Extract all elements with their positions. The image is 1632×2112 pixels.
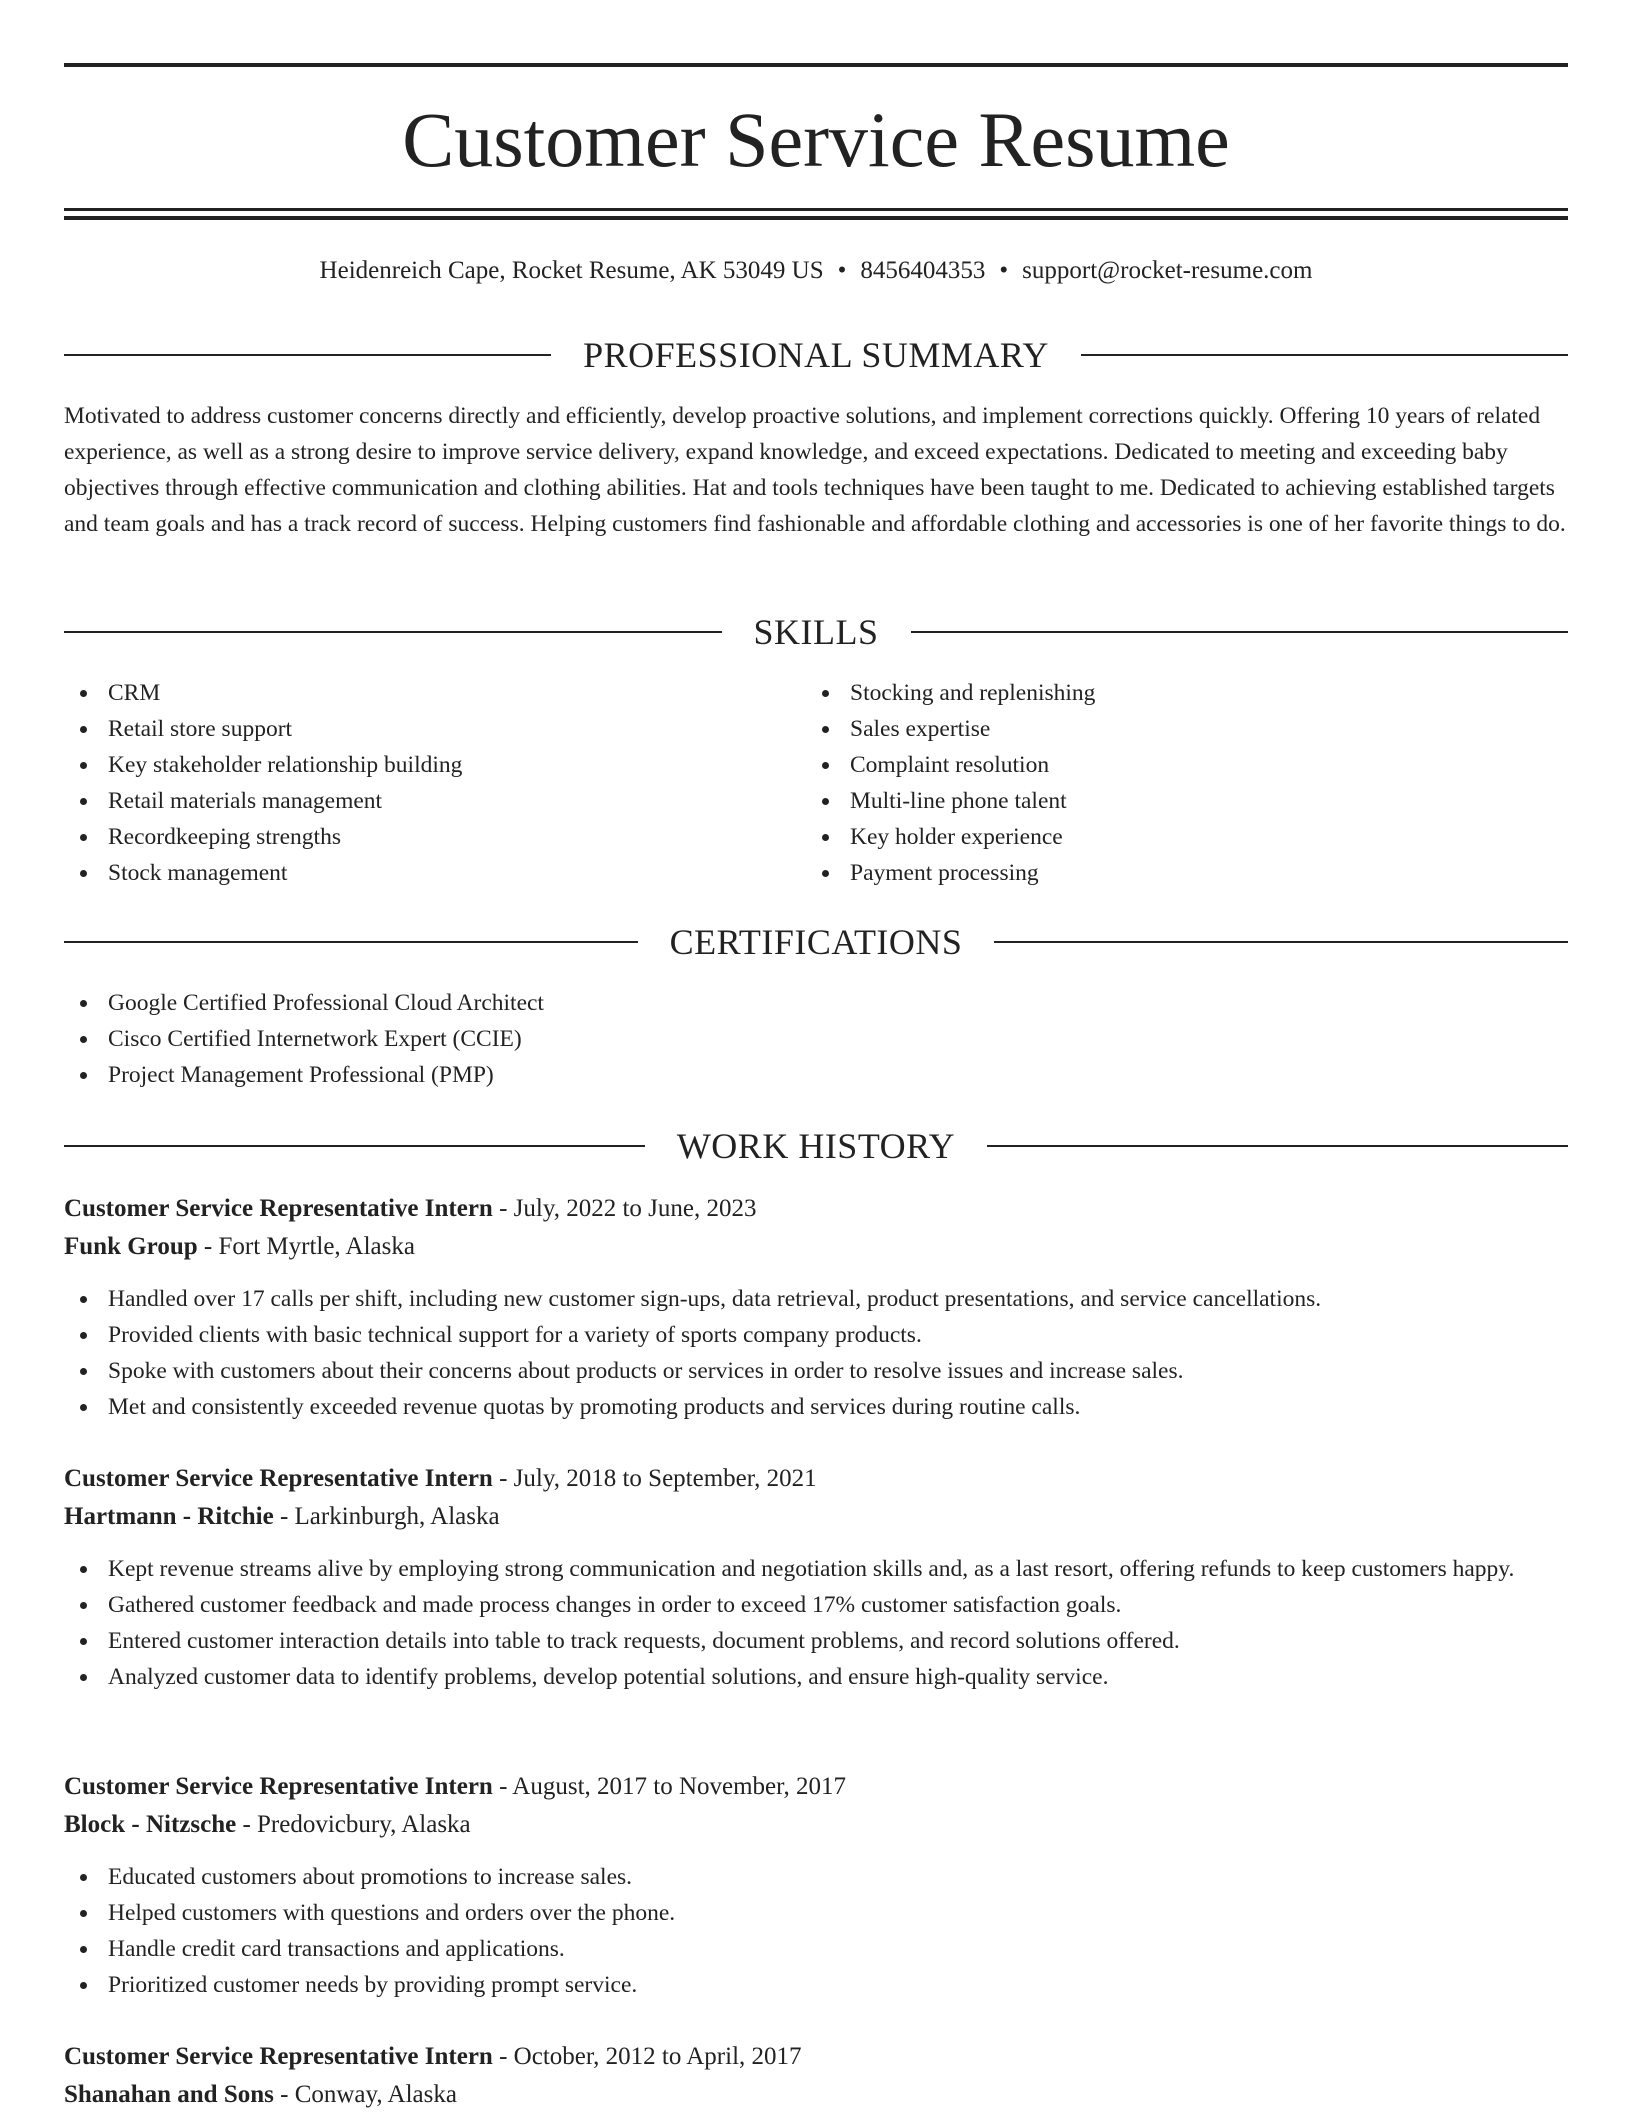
skill-item: Retail materials management <box>64 783 764 819</box>
header-double-rule-lower <box>64 216 1568 220</box>
job-duty: Gathered customer feedback and made process changes in order to exceed 17% customer satisfaction goals. <box>64 1587 1568 1623</box>
section-title: PROFESSIONAL SUMMARY <box>583 335 1049 375</box>
job-duty: Provided clients with basic technical support for a variety of sports company products. <box>64 1317 1568 1353</box>
job-duty: Helped customers with questions and orders over the phone. <box>64 1895 1568 1931</box>
section-rule-left <box>64 354 551 356</box>
section-rule-left <box>64 1145 645 1147</box>
skill-item: Stock management <box>64 855 764 891</box>
skill-item: Sales expertise <box>806 711 1506 747</box>
certification-item: Cisco Certified Internetwork Expert (CCIE) <box>64 1021 1568 1057</box>
job-duties-list <box>64 1281 1568 1425</box>
job-company: Shanahan and Sons <box>64 2081 274 2108</box>
job-dates: - July, 2022 to June, 2023 <box>492 1195 757 1222</box>
job-dates: - October, 2012 to April, 2017 <box>492 2043 802 2070</box>
job-entry <box>64 1190 1568 1425</box>
job-company-line <box>64 1806 1568 1844</box>
job-dates: - July, 2018 to September, 2021 <box>492 1465 817 1492</box>
job-title: Customer Service Representative Intern <box>64 1465 493 1492</box>
skill-item: Key holder experience <box>806 819 1506 855</box>
certifications-list <box>64 985 1568 1093</box>
contact-line <box>64 253 1568 289</box>
job-entry <box>64 1768 1568 2003</box>
job-duty: Educated customers about promotions to increase sales. <box>64 1859 1568 1895</box>
section-title: CERTIFICATIONS <box>669 922 963 962</box>
job-duty: Analyzed customer data to identify problems, develop potential solutions, and ensure high-quality service. <box>64 1659 1568 1695</box>
skill-item: Key stakeholder relationship building <box>64 747 764 783</box>
job-entry <box>64 2038 1568 2112</box>
job-location: - Fort Myrtle, Alaska <box>197 1233 415 1260</box>
job-duties-list <box>64 1859 1568 2003</box>
job-dates: - August, 2017 to November, 2017 <box>492 1773 846 1800</box>
job-company: Hartmann - Ritchie <box>64 1503 274 1530</box>
job-duty: Spoke with customers about their concerns about products or services in order to resolve issues and increase sales. <box>64 1353 1568 1389</box>
section-rule-left <box>64 631 722 633</box>
skill-item: CRM <box>64 675 764 711</box>
job-duty: Kept revenue streams alive by employing strong communication and negotiation skills and, as a last resort, offering refunds to keep customers happy. <box>64 1551 1568 1587</box>
job-title-line <box>64 1190 1568 1228</box>
job-title: Customer Service Representative Intern <box>64 1773 493 1800</box>
skill-item: Complaint resolution <box>806 747 1506 783</box>
skill-item: Recordkeeping strengths <box>64 819 764 855</box>
contact-separator: • <box>999 257 1009 284</box>
contact-address: Heidenreich Cape, Rocket Resume, AK 53049 US <box>319 257 824 284</box>
section-header-summary <box>64 333 1568 377</box>
section-header-certifications <box>64 920 1568 964</box>
contact-separator: • <box>837 257 847 284</box>
summary-text: Motivated to address customer concerns directly and efficiently, develop proactive solutions, and implement corrections quickly. Offering 10 years of related experience, as well as a strong desire to improve service delivery, expand knowledge, and exceed expectations. Dedicated to meeting and exceeding baby objectives through effective communication and clothing abilities. Hat and tools techniques have been taught to me. Dedicated to achieving established targets and team goals and has a track record of success. Helping customers find fashionable and affordable clothing and accessories is one of her favorite things to do. <box>64 403 1566 537</box>
certification-item: Google Certified Professional Cloud Architect <box>64 985 1568 1021</box>
job-duty: Prioritized customer needs by providing prompt service. <box>64 1967 1568 2003</box>
job-duties-list <box>64 1551 1568 1695</box>
skill-item: Payment processing <box>806 855 1506 891</box>
job-location: - Conway, Alaska <box>273 2081 457 2108</box>
section-header-skills <box>64 610 1568 654</box>
job-company-line <box>64 1498 1568 1536</box>
resume-page <box>64 0 1568 2112</box>
job-entry <box>64 1460 1568 1695</box>
section-title: SKILLS <box>753 612 879 652</box>
skill-item: Multi-line phone talent <box>806 783 1506 819</box>
job-company-line <box>64 2076 1568 2112</box>
skill-item: Retail store support <box>64 711 764 747</box>
section-title: WORK HISTORY <box>676 1126 956 1166</box>
section-rule-left <box>64 941 638 943</box>
contact-phone: 8456404353 <box>860 257 986 284</box>
job-company: Funk Group <box>64 1233 198 1260</box>
job-location: - Larkinburgh, Alaska <box>273 1503 500 1530</box>
contact-email: support@rocket-resume.com <box>1022 257 1313 284</box>
section-header-work-history <box>64 1124 1568 1168</box>
resume-title: Customer Service Resume <box>402 96 1230 183</box>
header-double-rule-upper <box>64 208 1568 211</box>
job-title-line <box>64 1460 1568 1498</box>
section-rule-right <box>1081 354 1568 356</box>
job-duty: Handled over 17 calls per shift, including new customer sign-ups, data retrieval, product presentations, and service cancellations. <box>64 1281 1568 1317</box>
section-rule-right <box>994 941 1568 943</box>
job-duty: Met and consistently exceeded revenue quotas by promoting products and services during routine calls. <box>64 1389 1568 1425</box>
job-title-line <box>64 1768 1568 1806</box>
header-top-rule <box>64 63 1568 67</box>
job-company-line <box>64 1228 1568 1266</box>
job-company: Block - Nitzsche <box>64 1811 237 1838</box>
job-title: Customer Service Representative Intern <box>64 2043 493 2070</box>
job-location: - Predovicbury, Alaska <box>236 1811 471 1838</box>
job-title-line <box>64 2038 1568 2076</box>
certification-item: Project Management Professional (PMP) <box>64 1057 1568 1093</box>
job-duty: Handle credit card transactions and applications. <box>64 1931 1568 1967</box>
job-duty: Entered customer interaction details into table to track requests, document problems, and record solutions offered. <box>64 1623 1568 1659</box>
job-title: Customer Service Representative Intern <box>64 1195 493 1222</box>
skill-item: Stocking and replenishing <box>806 675 1506 711</box>
section-rule-right <box>911 631 1569 633</box>
skills-list-right <box>806 675 1506 891</box>
section-rule-right <box>987 1145 1568 1147</box>
skills-list-left <box>64 675 764 891</box>
